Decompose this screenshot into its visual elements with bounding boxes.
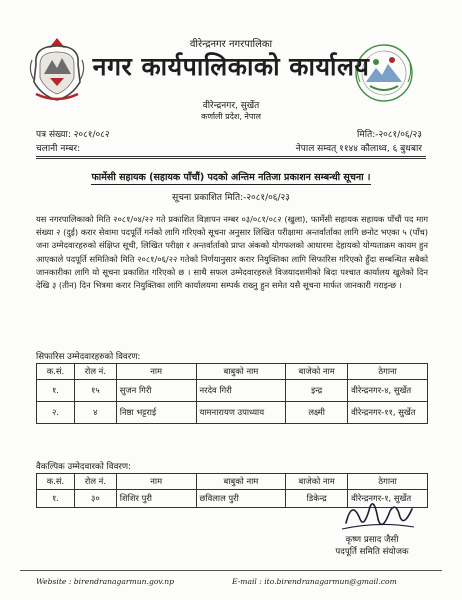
column-header: नाम (116, 364, 196, 380)
address-cell: वीरेन्द्रनगर-४, सुर्खेत (348, 380, 428, 402)
header-divider (36, 156, 426, 157)
table-header-row (37, 474, 428, 490)
column-header: बाबुको नाम (196, 474, 286, 490)
father-name-cell: छविलाल पुरी (196, 490, 286, 508)
letter-date: मिति:-२०८१/०६/२३ (357, 130, 422, 140)
grandfather-name-cell: डिकेन्द्र (286, 490, 348, 508)
notice-body: यस नगरपालिकाको मिति २०८१/०४/२२ गते प्रकाशित विज्ञापन नम्बर ०३/०८१/०८२ (खुला), फार्मेसी सहायक सहायक पाँचौं पद माग संख्या २ (दुई) करार सेवामा पदपूर्ति गर्नको लागि गरिएको सूचना अनुसार लिखित परीक्षामा अन्तर्वार्ताका लागि छनोट भएका ५ (पाँच) जना उम्मेदवारहरुको संक्षिप्त सूची, लिखित परीक्षा र अन्तर्वार्ताको प्राप्त अंकको योगफलको आधारमा देहायको योग्यताक्रम कायम हुन आएकाले पदपूर्ति समितिको मिति २०८१/०६/२२ गतेको निर्णयानुसार करार नियुक्तिका लागि सिफारिस गरिएको हुँदा सम्बन्धित सबैको जानकारीका लागि यो सूचना प्रकाशित गरिएको छ । साथै सफल उम्मेदवारहरुले विजयादशमीको बिदा पश्चात कार्यालय खुलेको दिन देखि ३ (तीन) दिन भित्रमा करार नियुक्तिका लागि कार्यालयमा सम्पर्क राख्नु हुन समेत यसै सूचना मार्फत जानकारी गराइन्छ । (36, 214, 428, 291)
column-header: बाजेको नाम (286, 474, 348, 490)
column-header: बाबुको नाम (196, 364, 286, 380)
serial-cell: १. (37, 490, 75, 508)
footer-email: E-mail : ito.birendranagarmun@gmail.com (232, 577, 397, 586)
roll-cell: ४ (74, 402, 116, 424)
letter-number: पत्र संख्या: २०८१/०८२ (36, 130, 110, 140)
recommended-label: सिफारिस उम्मेदवारहरुको विवरण: (36, 352, 141, 362)
table-header-row (37, 364, 428, 380)
name-cell: निष्ठा भट्टराई (116, 402, 196, 424)
district-line: वीरेन्द्रनगर, सुर्खेत (202, 101, 260, 111)
office-title: नगर कार्यपालिकाको कार्यालय (92, 52, 370, 81)
serial-cell: १. (37, 380, 75, 402)
notice-published-date: सूचना प्रकाशित मिति:-२०८१/०६/२३ (172, 193, 290, 203)
signatory-name: कृष्ण प्रसाद जैसी (345, 535, 399, 545)
footer-website: Website : birendranagarmun.gov.np (36, 577, 174, 586)
notice-title-text: फार्मेसी सहायक (सहायक पाँचौं) पदको अन्तिम नतिजा प्रकाशन सम्बन्धी सूचना । (91, 172, 371, 183)
column-header: ठेगाना (348, 474, 428, 490)
signatory-role: पदपूर्ति समिति संयोजक (335, 547, 409, 557)
name-cell: सुजन गिरी (116, 380, 196, 402)
father-name-cell: यामनारायण उपाध्याय (196, 402, 286, 424)
table-row (37, 380, 428, 402)
column-header: रोल नं. (74, 474, 116, 490)
grandfather-name-cell: लक्ष्मी (286, 402, 348, 424)
column-header: रोल नं. (74, 364, 116, 380)
header-divider (36, 158, 426, 159)
municipality-name: वीरेन्द्रनगर नगरपालिका (189, 39, 273, 50)
name-cell: शिशिर पुरी (116, 490, 196, 508)
roll-cell: १५ (74, 380, 116, 402)
column-header: ठेगाना (348, 364, 428, 380)
grandfather-name-cell: इन्द्र (286, 380, 348, 402)
address-cell: वीरेन्द्रनगर-११, सुर्खेत (348, 402, 428, 424)
column-header: क.सं. (37, 474, 75, 490)
column-header: क.सं. (37, 364, 75, 380)
footer-divider (20, 570, 442, 571)
province-line: कर्णाली प्रदेश, नेपाल (201, 112, 261, 121)
nepal-sambat-date: नेपाल सम्वत् ११४४ कौलाथ्व, ६ बुधबार (295, 144, 422, 154)
column-header: नाम (116, 474, 196, 490)
roll-cell: ३० (74, 490, 116, 508)
alternate-label: वैकल्पिक उम्मेदवारको विवरण: (36, 462, 131, 472)
father-name-cell: नरदेव गिरी (196, 380, 286, 402)
column-header: बाजेको नाम (286, 364, 348, 380)
address-cell: वीरेन्द्रनगर-१, सुर्खेत (348, 490, 428, 508)
notice-title (0, 170, 462, 183)
serial-cell: २. (37, 402, 75, 424)
table-row (37, 402, 428, 424)
dispatch-number: चलानी नम्बर: (36, 144, 81, 154)
recommended-table (36, 363, 428, 424)
